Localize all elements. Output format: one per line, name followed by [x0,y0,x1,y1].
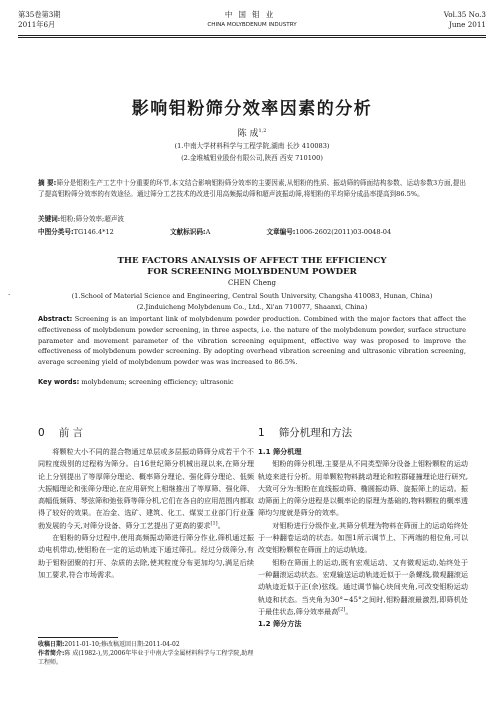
footnote [38,640,254,667]
doc-code [170,228,210,236]
header-center [18,10,486,30]
issue-date: 2011年6月 [18,20,56,29]
section-heading-intro [38,424,254,442]
affiliation-2: (2.金堆城钼业股份有限公司,陕西 西安 710100) [181,154,323,162]
intro-paragraph-1 [38,446,254,532]
mechanism-paragraph-2: 对钼粉进行分级作业,其筛分机理为物料在筛面上的运动始终处于一种翻卷运动的状态。如图1所示调节上、下两端的相位角,可以改变钼粉颗粒在筛面上的运动轨迹。 [258,520,468,555]
bio-label: 作者简介: [38,650,65,657]
intro-paragraph-2: 在钼粉的筛分过程中,使用高频振动筛进行筛分作业,筛机通过振动电机带动,使钼粉在一定的运动轨迹下通过筛孔。经过分级筛分,有助于钼粉团聚的打开、杂质的去除,使其粒度分布更加均匀,满足后续加工要求,符合市场需求。 [38,533,254,579]
section-number: 0 [38,427,45,439]
received-value: 2011-01-10;修改稿返回日期:2011-04-02 [64,641,180,648]
keywords-en-label: Key words: [38,378,80,386]
classification-row [38,227,466,237]
section-title: 前 言 [58,427,84,439]
header-right [444,10,486,30]
paper-title: 影响钼粉筛分效率因素的分析 [131,99,373,119]
abstract-en-label: Abstract: [38,315,73,323]
doc-label: 文献标识码: [169,228,206,236]
footnote-rule [38,637,118,638]
journal-name-en: CHINA MOLYBDENUM INDUSTRY [207,22,297,28]
bio-value: 陈 成(1982-),男,2006年毕业于中南大学金属材料科学与工程学院,助理工程师。 [38,650,254,666]
doc-value: A [205,228,211,236]
keywords-cn [38,214,466,224]
header-rule-thin [18,37,486,38]
author-affil-marks: 1,2 [258,128,267,134]
left-column [38,424,254,581]
clc-value: TG146.4*12 [73,228,114,236]
affiliation-1: (1.中南大学材料科学与工程学院,湖南 长沙 410083) [174,142,330,150]
section-number: 1 [258,427,265,439]
title-en-line-1: THE FACTORS ANALYSIS OF AFFECT THE EFFICIENCY [117,256,387,266]
intro-p1-end: 。 [217,520,225,530]
author-en: CHEN Cheng [228,279,276,287]
mech-p3-text: 钼粉在筛面上的运动,既有宏观运动、又有微观运动,始终处于一种翻滚运动状态。宏观输送运动轨迹近似于一条螺线,微观翻滚运动轨迹近似于正(余)弦线。通过调节偏心块间夹角,可改变钼粉运动轨迹和状态。当夹角为30°~45°之间时,钼粉翻滚最激烈,即筛机处于最佳状态,筛分效率最高 [258,557,468,616]
received-date [38,640,254,649]
intro-p1-text: 将颗粒大小不同的混合物通过单层或多层振动筛筛分成若干个不同粒度级别的过程称为筛分。自16世纪筛分机械出现以来,在筛分理论上分别提出了等厚筛分理论、概率筛分理论、强化筛分理论、低频大振幅理论和张筛分理论,在应用研究上相继推出了等厚筛、强化筛、高幅低频筛、琴弦筛和弛张筛等筛分机,它们在各自的应用范围内都取得了较好的效果。在冶金、选矿、建筑、化工、煤炭工业部门行业蓬勃发展的今天,对筛分设备、筛分工艺提出了更高的要求 [38,447,254,530]
title-en-line-2: FOR SCREENING MOLYBDENUM POWDER [147,267,357,277]
abstract-en [38,314,466,368]
clc-code [38,228,114,236]
author-bio [38,649,254,667]
mech-p3-end: 。 [345,606,353,616]
mechanism-paragraph-1: 钼粉的筛分机理,主要是从不同类型筛分设备上钼粉颗粒的运动轨迹来进行分析。用单颗粒物料跳动理论和粒群碰撞理论进行研究,大致可分为:钼粉在直线振动筛、椭圆振动筛、旋振筛上的运动。振动筛面上的筛分进程是以概率论的原理为基础的,物料颗粒的概率透筛均匀度就是筛分的效率。 [258,459,468,518]
section-heading-mechanism [258,424,468,442]
keywords-cn-label: 关键词: [38,215,61,223]
volume-issue-en: Vol.35 No.3 [443,10,486,19]
author [0,126,504,139]
abstract-cn-text: 筛分是钼粉生产工艺中十分重要的环节,本文结合影响钼粉筛分效率的主要因素,从钼粉的性质、振动筛的筛面结构参数、运动参数3方面,提出了提高钼粉筛分效率的有效途径。通过筛分工艺技术的改进引用高频振动筛和超声波振动筛,将钼粉的平均筛分成品率提高到86.5%。 [38,179,466,198]
right-column [258,424,468,630]
header-rule [18,35,486,36]
author-name: 陈 成 [237,129,259,139]
citation-ref: [2] [338,606,346,613]
keywords-cn-text: 钼粉;筛分效率;超声波 [60,215,125,223]
margin-mark: · [8,291,11,299]
journal-name-cn: 中国钼业 [224,10,280,19]
subsection-1-1: 1.1 筛分机理 [258,447,302,456]
subsection-1-2: 1.2 筛分方法 [258,619,302,629]
abstract-en-text: Screening is an important link of molybdenum powder production. Combined with the major factors that affect the effectiveness of molybdenum powder screening, in three aspects, i.e. the nature of the molybdenum powder, surface structure parameter and movement parameter of the vibration screening equipment, effective way was proposed to improve the effectiveness of molybdenum powder screening. By adopting overhead vibration screening and ultrasonic vibration screening, average screening yield of molybdenum powder was was increased to 86.5%. [38,315,466,367]
keywords-en [38,377,466,387]
volume-issue: 第35卷第3期 [18,10,61,19]
abstract-cn-label: 摘 要: [38,179,57,187]
issue-date-en: June 2011 [449,20,486,29]
affiliation-en-1: (1.School of Material Science and Engineering, Central South University, Changsha 410083, Hunan, China) [71,292,433,300]
art-value: 1006-2602(2011)03-0048-04 [295,228,392,236]
affiliation-en-2: (2.Jinduicheng Molybdenum Co., Ltd., Xi'an 710077, Shaanxi, China) [136,303,368,311]
citation-ref: [1] [210,520,218,527]
mechanism-paragraph-3 [258,557,468,618]
abstract-cn [38,178,466,200]
art-label: 文章编号: [266,228,296,236]
running-header [18,10,486,36]
article-number [266,228,391,236]
received-label: 收稿日期: [38,641,65,648]
section-title: 筛分机理和方法 [278,427,353,439]
keywords-en-text: molybdenum; screening efficiency; ultrasonic [81,378,234,386]
clc-label: 中图分类号: [38,228,74,236]
